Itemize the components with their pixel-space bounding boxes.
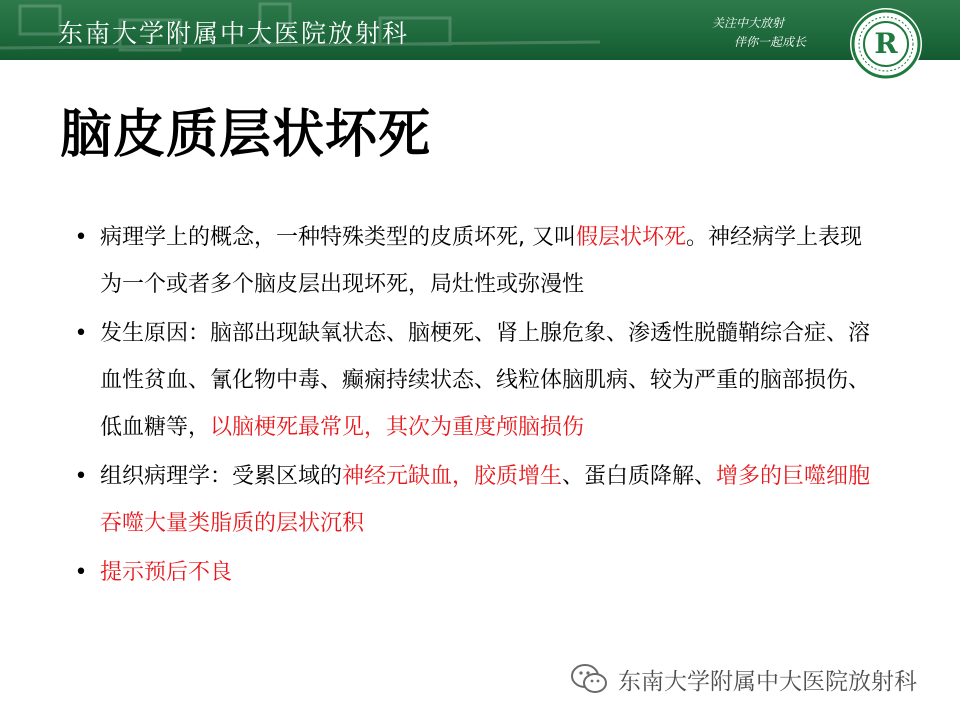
logo-letter: R [874,27,898,60]
bullet-text: 组织病理学：受累区域的 [100,464,343,489]
slide-title: 脑皮质层状坏死 [60,105,432,165]
header-slogan [712,14,824,52]
bullet-dot: • [74,225,88,250]
department-logo [848,6,924,82]
watermark [570,662,917,696]
slogan-line-1: 关注中大放射 [712,16,785,30]
bullet-item [74,453,882,547]
highlighted-text: 以脑梗死最常见，其次为重度颅脑损伤 [210,415,585,440]
bullet-item [74,549,882,596]
bullet-text: 、蛋白质降解、 [562,464,717,489]
highlighted-text: 增多的巨噬细胞吞噬大量类脂质的层状沉积 [100,464,871,536]
bullet-list [74,214,882,598]
highlighted-text: 提示预后不良 [100,560,233,585]
watermark-text: 东南大学附属中大医院放射科 [618,668,917,695]
highlighted-text: 神经元缺血，胶质增生 [342,464,563,489]
bullet-item [74,310,882,451]
wechat-icon [570,662,608,696]
bullet-dot: • [74,321,88,346]
bullet-text: 。神经病学上表现为一个或者多个脑皮层出现坏死，局灶性或弥漫性 [100,225,863,297]
bullet-dot: • [74,560,88,585]
bullet-dot: • [74,464,88,489]
bullet-item [74,214,882,308]
highlighted-text: 假层状坏死 [576,225,687,250]
bullet-text: 发生原因：脑部出现缺氧状态、脑梗死、肾上腺危象、渗透性脱髓鞘综合症、溶血性贫血、氰化物中毒、癫痫持续状态、线粒体脑肌病、较为严重的脑部损伤、低血糖等， [100,321,871,440]
slogan-line-2: 伴你一起成长 [734,35,807,49]
bullet-text: 病理学上的概念，一种特殊类型的皮质坏死, 又叫 [100,225,576,250]
header-title: 东南大学附属中大医院放射科 [58,19,410,48]
header-bar [0,0,960,60]
